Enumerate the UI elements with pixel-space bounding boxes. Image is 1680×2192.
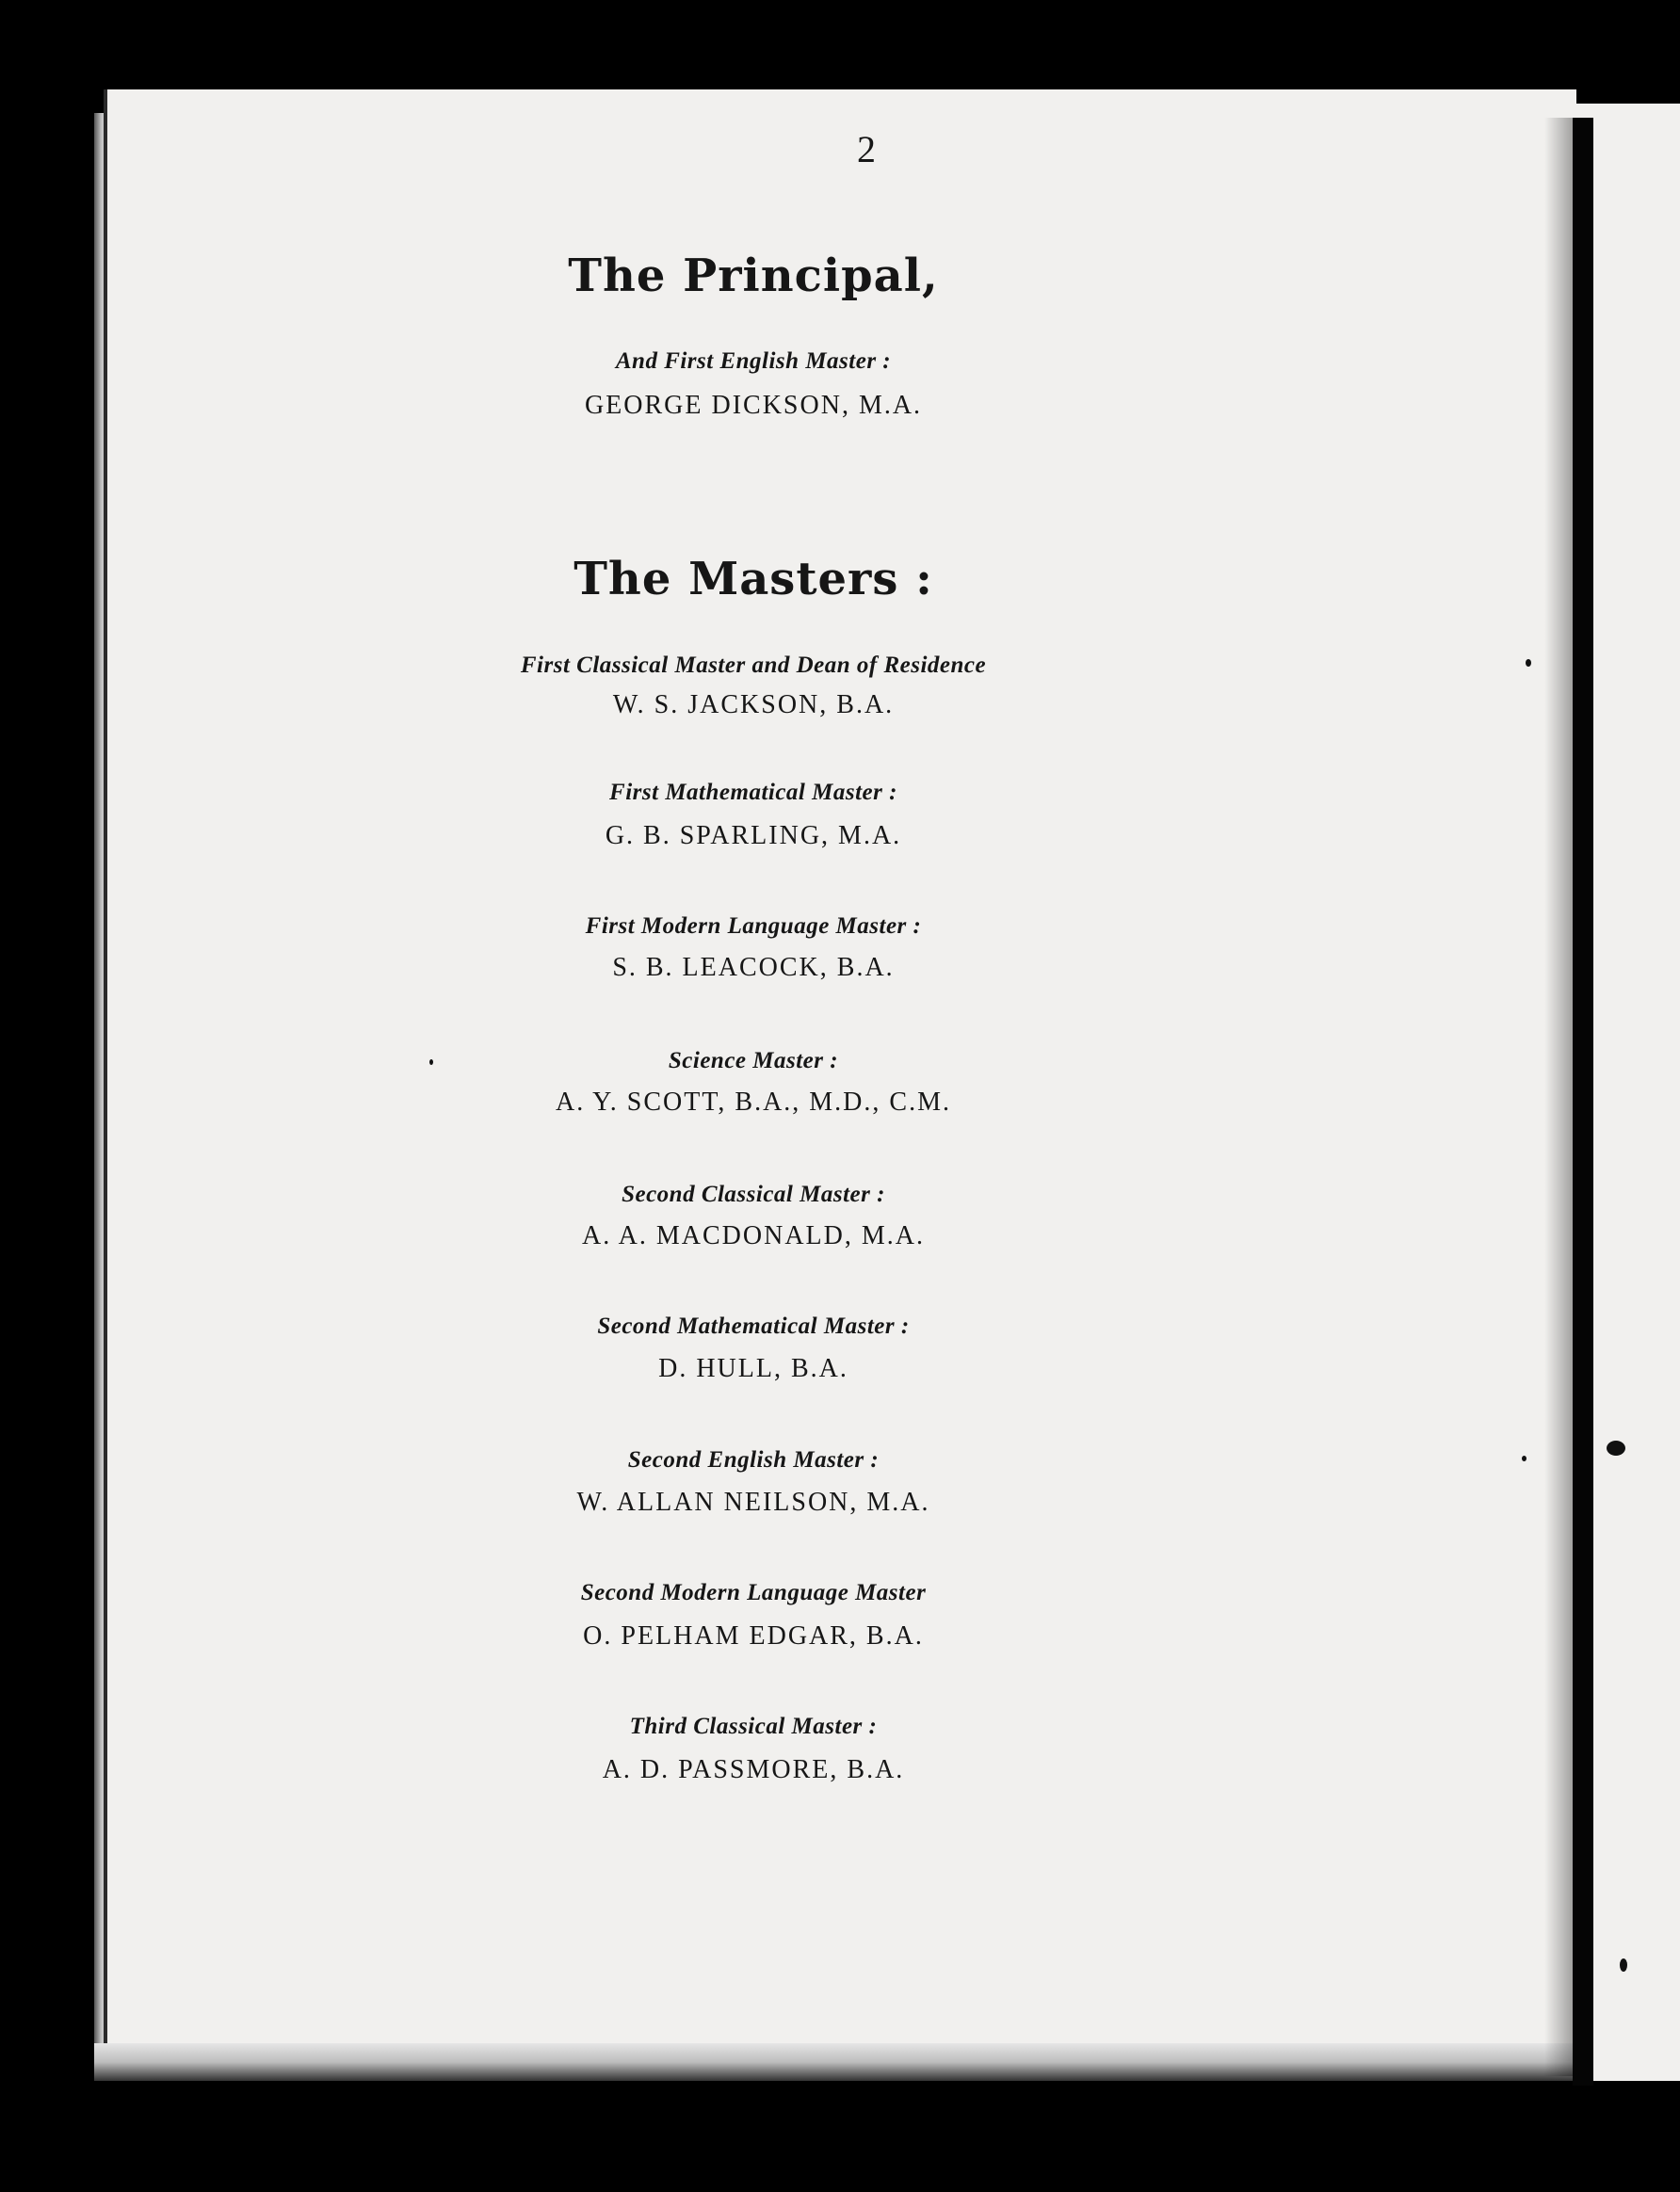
scan-speck (1607, 1441, 1625, 1456)
scan-speck (1522, 1456, 1527, 1461)
master-name: O. PELHAM EDGAR, B.A. (583, 1621, 924, 1651)
principal-name: GEORGE DICKSON, M.A. (584, 391, 923, 420)
scan-speck (1620, 1958, 1627, 1972)
book-spine (1573, 118, 1593, 2086)
principal-role: And First English Master : (615, 348, 892, 374)
master-role: First Classical Master and Dean of Residence (520, 653, 987, 678)
master-name: D. HULL, B.A. (658, 1354, 848, 1383)
page-number: 2 (857, 128, 876, 170)
page-content (104, 89, 1573, 2081)
scan-speck (1526, 659, 1531, 667)
master-role: Second Mathematical Master : (597, 1314, 910, 1339)
master-role: Science Master : (668, 1048, 839, 1073)
master-name: A. A. MACDONALD, M.A. (581, 1221, 925, 1250)
master-name: W. ALLAN NEILSON, M.A. (576, 1488, 930, 1517)
master-name: G. B. SPARLING, M.A. (605, 821, 902, 850)
masters-heading: The Masters : (573, 553, 933, 605)
master-role: First Mathematical Master : (609, 780, 897, 805)
master-role: Second English Master : (627, 1447, 880, 1473)
master-name: W. S. JACKSON, B.A. (612, 690, 895, 719)
master-role: Second Classical Master : (622, 1182, 885, 1207)
master-name: S. B. LEACOCK, B.A. (612, 953, 895, 982)
scan-speck (429, 1059, 433, 1065)
master-role: Third Classical Master : (629, 1714, 878, 1739)
master-name: A. D. PASSMORE, B.A. (602, 1755, 905, 1784)
master-role: Second Modern Language Master (580, 1580, 927, 1605)
principal-heading: The Principal, (568, 250, 939, 302)
master-role: First Modern Language Master : (585, 913, 922, 939)
master-name: A. Y. SCOTT, B.A., M.D., C.M. (556, 1088, 951, 1117)
